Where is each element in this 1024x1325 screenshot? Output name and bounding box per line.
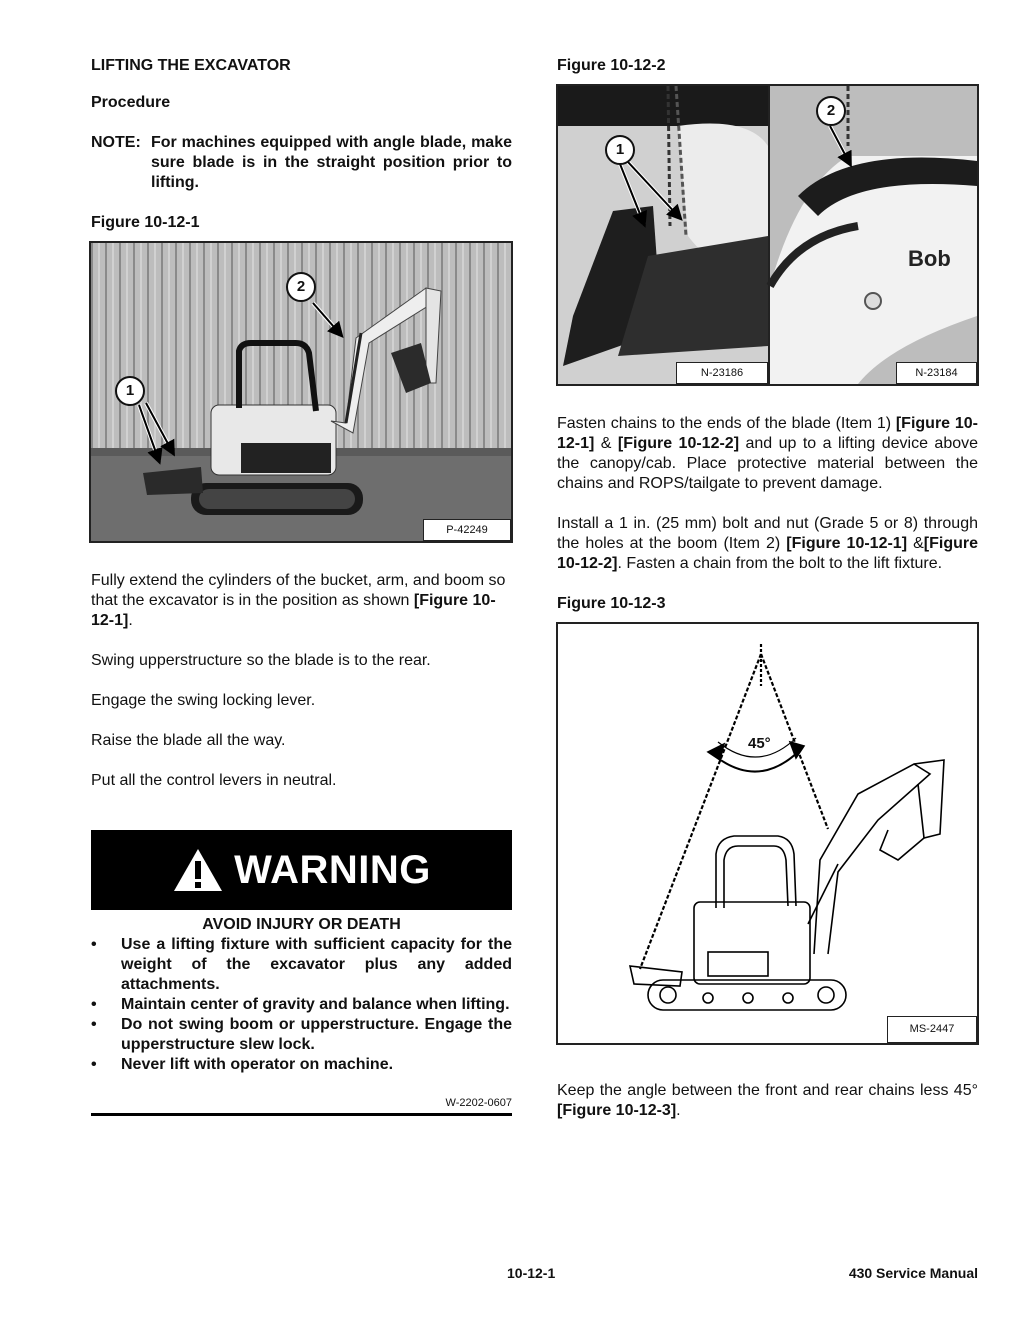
chain-attachment-photos <box>558 86 977 384</box>
warning-rule <box>91 1113 512 1116</box>
note-label: NOTE: <box>91 134 141 151</box>
callout-1: 1 <box>605 135 635 165</box>
callout-2: 2 <box>286 272 316 302</box>
figure-code: MS-2447 <box>887 1016 977 1043</box>
step-fasten-chains: Fasten chains to the ends of the blade (Item 1) [Figure 10-12-1] & [Figure 10-12-2] and up to a lifting device above the canopy/cab. Place protective material between the chains and ROPS/tailgate to prevent damage. <box>557 415 979 492</box>
svg-text:Bob: Bob <box>908 246 951 271</box>
step-swing: Swing upperstructure so the blade is to the rear. <box>91 652 431 669</box>
procedure-heading: Procedure <box>91 94 171 111</box>
callout-2: 2 <box>816 96 846 126</box>
step-levers-neutral: Put all the control levers in neutral. <box>91 772 337 789</box>
warning-item: • Never lift with operator on machine. <box>91 1055 512 1075</box>
warning-item: • Do not swing boom or upperstructure. Engage the upperstructure slew lock. <box>91 1015 512 1055</box>
warning-list <box>91 935 512 1075</box>
warning-banner <box>91 830 512 910</box>
figure-code-right: N-23184 <box>896 362 977 384</box>
step-install-bolt: Install a 1 in. (25 mm) bolt and nut (Grade 5 or 8) through the holes at the boom (Item 2) [Figure 10-12-1] &[Figure 10-12-2]. Fasten a chain from the bolt to the lift fixture. <box>557 515 978 572</box>
figure-code: P-42249 <box>423 519 511 541</box>
figure-3-caption: Figure 10-12-3 <box>557 595 666 612</box>
warning-code: W-2202-0607 <box>445 1097 512 1109</box>
step-raise-blade: Raise the blade all the way. <box>91 732 286 749</box>
figure-10-12-1 <box>89 241 513 543</box>
step-extend-cylinders: Fully extend the cylinders of the bucket, arm, and boom so that the excavator is in the position as shown [Figure 10-12-1]. <box>91 572 506 629</box>
manual-title: 430 Service Manual <box>848 1265 978 1281</box>
note <box>91 133 512 193</box>
section-title: LIFTING THE EXCAVATOR <box>91 57 291 74</box>
warning-heading: AVOID INJURY OR DEATH <box>202 916 401 933</box>
note-text: For machines equipped with angle blade, make sure blade is in the straight position prior to lifting. <box>151 134 512 191</box>
angle-label: 45° <box>748 735 771 752</box>
figure-1-caption: Figure 10-12-1 <box>91 214 200 231</box>
page-number: 10-12-1 <box>507 1265 556 1281</box>
warning-item: • Use a lifting fixture with sufficient capacity for the weight of the excavator plus any added attachments. <box>91 935 512 995</box>
figure-10-12-3 <box>556 622 979 1045</box>
figure-code-left: N-23186 <box>676 362 768 384</box>
warning-item: • Maintain center of gravity and balance when lifting. <box>91 995 512 1015</box>
step-chain-angle: Keep the angle between the front and rear chains less 45° [Figure 10-12-3]. <box>557 1082 978 1119</box>
warning-title: WARNING <box>234 847 431 892</box>
warning-triangle-icon <box>172 847 224 893</box>
figure-2-caption: Figure 10-12-2 <box>557 57 666 74</box>
lifting-diagram <box>558 624 977 1043</box>
step-engage-lever: Engage the swing locking lever. <box>91 692 316 709</box>
figure-10-12-2 <box>556 84 979 386</box>
callout-1: 1 <box>115 376 145 406</box>
